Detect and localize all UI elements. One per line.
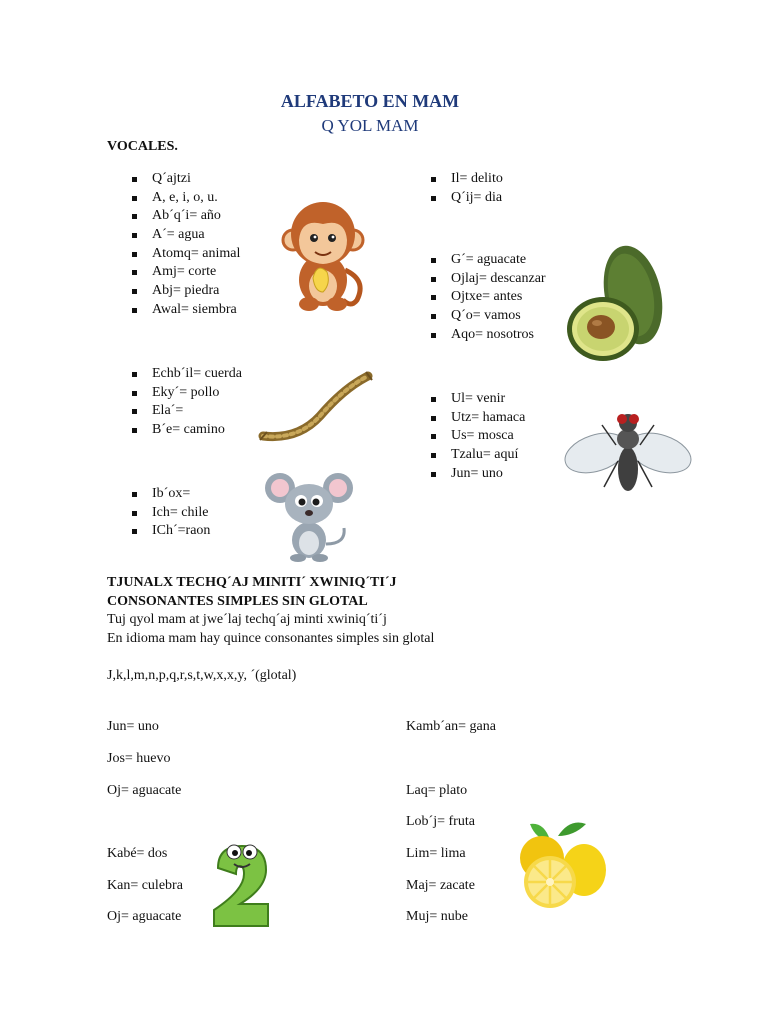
list-item: Aqo= nosotros xyxy=(429,326,546,345)
lemon-icon xyxy=(510,818,610,913)
list-item: Ich= chile xyxy=(130,504,210,523)
left-list-2 xyxy=(130,365,242,440)
word-item: Oj= aguacate xyxy=(107,909,182,924)
word-item: Oj= aguacate xyxy=(107,783,182,798)
list-item: Q´ij= dia xyxy=(429,189,503,208)
mouse-icon xyxy=(264,468,354,563)
word-item: Muj= nube xyxy=(406,909,468,924)
list-item: Atomq= animal xyxy=(130,245,240,264)
word-item: Jun= uno xyxy=(107,719,159,734)
section-heading-mam: TJUNALX TECHQ´AJ MINITI´ XWINIQ´TI´J xyxy=(107,575,397,590)
word-item: Lim= lima xyxy=(406,846,466,861)
word-item: Lob´j= fruta xyxy=(406,814,475,829)
word-item: Jos= huevo xyxy=(107,751,171,766)
list-item: Amj= corte xyxy=(130,263,240,282)
list-item: Ojlaj= descanzar xyxy=(429,270,546,289)
consonant-letters: J,k,l,m,n,p,q,r,s,t,w,x,x,y, ´(glotal) xyxy=(107,668,297,683)
list-item: G´= aguacate xyxy=(429,251,546,270)
vocales-heading: VOCALES. xyxy=(107,139,178,154)
section-line-es: En idioma mam hay quince consonantes simples sin glotal xyxy=(107,631,435,646)
list-item: Awal= siembra xyxy=(130,301,240,320)
list-item: Ib´ox= xyxy=(130,485,210,504)
word-item: Kabé= dos xyxy=(107,846,168,861)
list-item: Ab´q´i= año xyxy=(130,207,240,226)
number-two-icon xyxy=(210,838,272,930)
list-item: Il= delito xyxy=(429,170,503,189)
list-item: Us= mosca xyxy=(429,427,525,446)
list-item: Jun= uno xyxy=(429,465,525,484)
word-item: Maj= zacate xyxy=(406,878,475,893)
word-item: Kan= culebra xyxy=(107,878,183,893)
list-item: Ela´= xyxy=(130,402,242,421)
left-list-1 xyxy=(130,170,240,320)
word-item: Laq= plato xyxy=(406,783,468,798)
list-item: Echb´il= cuerda xyxy=(130,365,242,384)
section-heading-es: CONSONANTES SIMPLES SIN GLOTAL xyxy=(107,594,368,609)
list-item: Tzalu= aquí xyxy=(429,446,525,465)
list-item: ICh´=raon xyxy=(130,522,210,541)
list-item: Ojtxe= antes xyxy=(429,288,546,307)
page-title: ALFABETO EN MAM xyxy=(280,91,460,111)
avocado-icon xyxy=(565,245,665,370)
list-item: Q´o= vamos xyxy=(429,307,546,326)
left-list-3 xyxy=(130,485,210,541)
section-line-mam: Tuj qyol mam at jwe´laj techq´aj minti xwiniq´ti´j xyxy=(107,612,387,627)
word-item: Kamb´an= gana xyxy=(406,719,496,734)
right-list-1 xyxy=(429,170,503,207)
right-list-2 xyxy=(429,251,546,344)
list-item: A, e, i, o, u. xyxy=(130,189,240,208)
rope-icon xyxy=(258,368,378,448)
list-item: Q´ajtzi xyxy=(130,170,240,189)
right-list-3 xyxy=(429,390,525,483)
list-item: Ul= venir xyxy=(429,390,525,409)
list-item: B´e= camino xyxy=(130,421,242,440)
list-item: Utz= hamaca xyxy=(429,409,525,428)
list-item: Eky´= pollo xyxy=(130,384,242,403)
list-item: Abj= piedra xyxy=(130,282,240,301)
page-subtitle: Q YOL MAM xyxy=(321,116,419,135)
list-item: A´= agua xyxy=(130,226,240,245)
monkey-icon xyxy=(283,200,363,315)
fly-icon xyxy=(566,405,691,500)
